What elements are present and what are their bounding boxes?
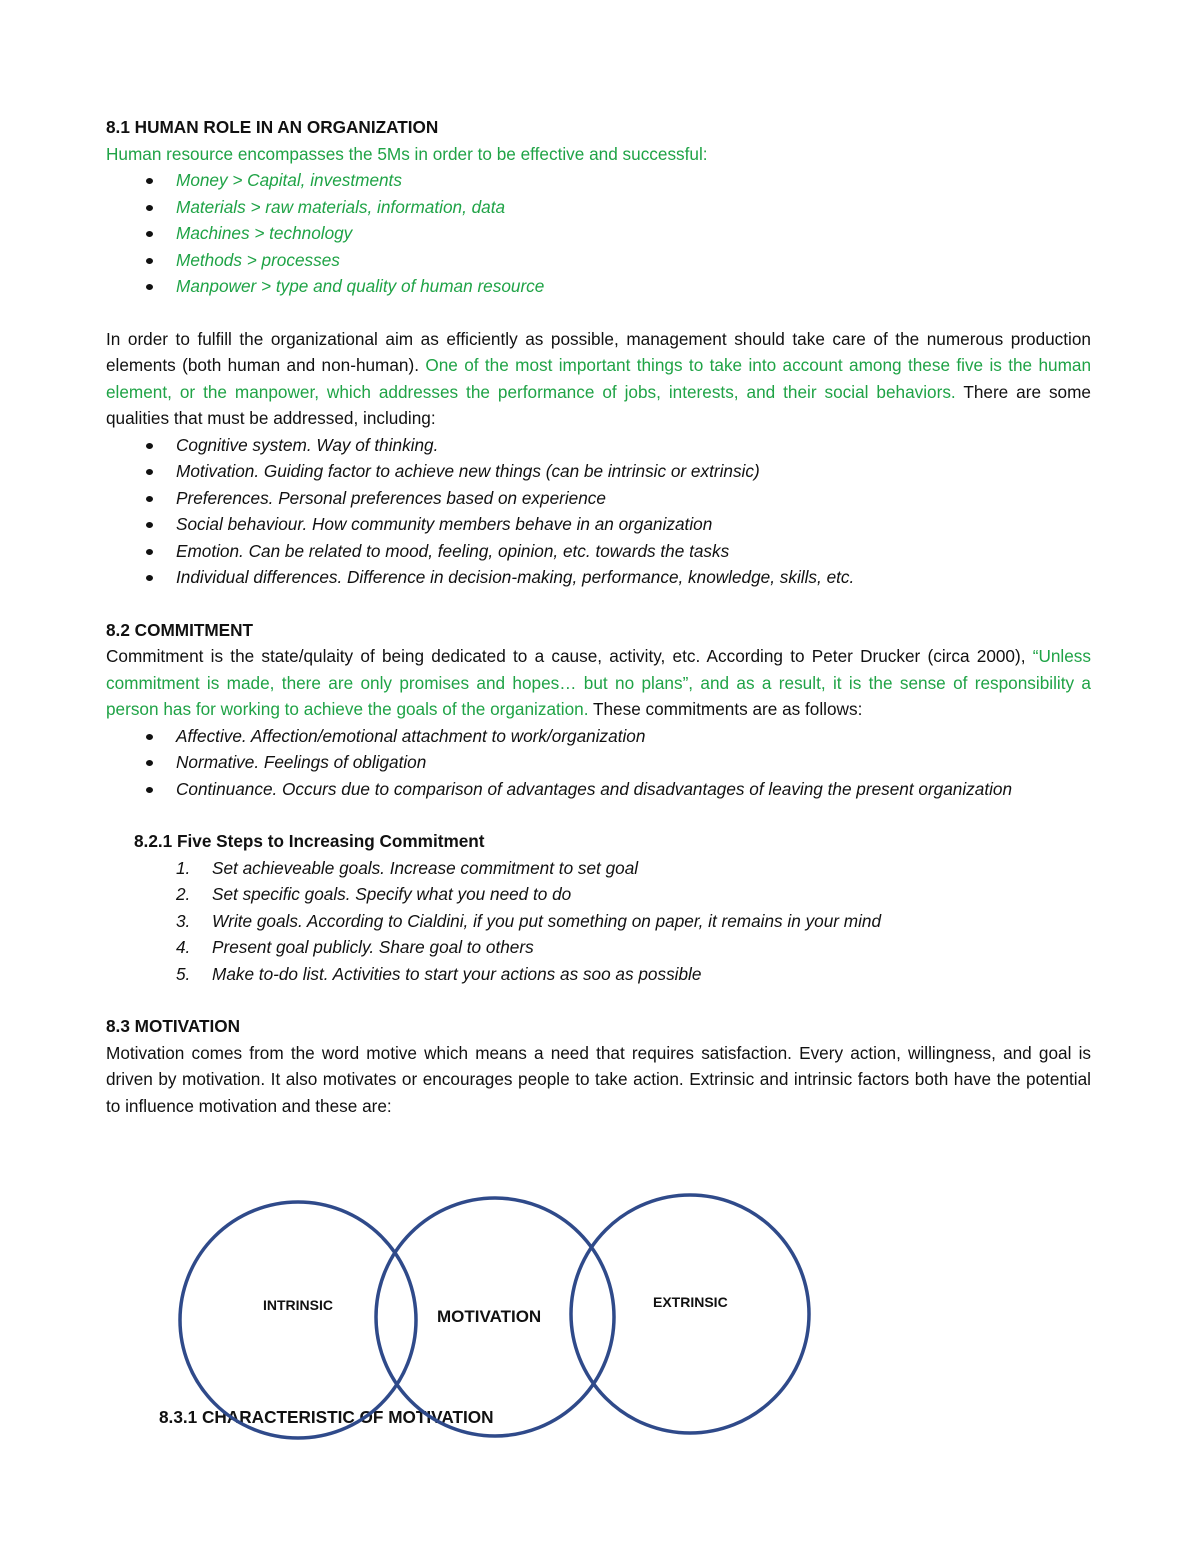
list-item: Money > Capital, investments — [106, 167, 1091, 194]
five-ms-intro: Human resource encompasses the 5Ms in order to be effective and successful: — [106, 143, 708, 164]
step-number: 4. — [176, 937, 191, 957]
step-text: Set specific goals. Specify what you need to do — [212, 884, 572, 904]
list-item: Continuance. Occurs due to comparison of advantages and disadvantages of leaving the present organization — [106, 776, 1091, 803]
list-item: Preferences. Personal preferences based on experience — [106, 485, 1091, 512]
step-number: 3. — [176, 910, 191, 931]
list-item: Cognitive system. Way of thinking. — [106, 432, 1091, 459]
extrinsic-circle — [571, 1195, 809, 1433]
motivation-label: MOTIVATION — [437, 1307, 542, 1326]
list-item: Normative. Feelings of obligation — [106, 749, 1091, 776]
paragraph-text: There are some qualities that must be addressed, including: — [106, 381, 1091, 428]
list-item: Motivation. Guiding factor to achieve new things (can be intrinsic or extrinsic) — [106, 458, 1091, 485]
highlighted-text: “Unless commitment is made, there are only promises and hopes… but no plans”, and as a result, it is the sense of responsibility a person has for working to achieve the goals of the organization. — [106, 646, 1091, 719]
section-heading-8-3: 8.3 MOTIVATION — [106, 1016, 241, 1036]
step-text: Write goals. According to Cialdini, if you put something on paper, it remains in your mind — [212, 910, 882, 931]
list-item: Emotion. Can be related to mood, feeling, opinion, etc. towards the tasks — [106, 538, 1091, 565]
motivation-paragraph: Motivation comes from the word motive which means a need that requires satisfaction. Every action, willingness, and goal is driven by motivation. It also motivates or encourages people to take action. Extrinsic and intrinsic factors both have the potential to influence motivation and these are: — [106, 1042, 1091, 1116]
section-heading-8-1: 8.1 HUMAN ROLE IN AN ORGANIZATION — [106, 117, 439, 137]
paragraph-text: In order to fulfill the organizational aim as efficiently as possible, management should take care of the numerous production elements (both human and non-human). — [106, 328, 1091, 375]
intrinsic-label: INTRINSIC — [263, 1297, 333, 1313]
step-number: 2. — [176, 884, 191, 904]
section-heading-8-3-1: 8.3.1 CHARACTERISTIC OF MOTIVATION — [159, 1407, 494, 1427]
step-number: 5. — [176, 963, 191, 984]
list-item: Methods > processes — [106, 247, 1091, 274]
subsection-heading-8-2-1: 8.2.1 Five Steps to Increasing Commitment — [134, 831, 485, 851]
paragraph-text: Commitment is the state/qulaity of being dedicated to a cause, activity, etc. According to Peter Drucker (circa 2000), — [106, 646, 1033, 666]
list-item: Machines > technology — [106, 220, 1091, 247]
section-heading-8-2: 8.2 COMMITMENT — [106, 619, 254, 640]
step-text: Make to-do list. Activities to start your actions as soo as possible — [212, 963, 702, 984]
extrinsic-label: EXTRINSIC — [653, 1294, 728, 1310]
list-item: Social behaviour. How community members behave in an organization — [106, 511, 1091, 538]
list-item: Materials > raw materials, information, data — [106, 194, 1091, 221]
step-text: Present goal publicly. Share goal to others — [212, 937, 534, 957]
list-item: Affective. Affection/emotional attachment to work/organization — [106, 723, 1091, 750]
step-number: 1. — [176, 857, 191, 878]
step-text: Set achieveable goals. Increase commitment to set goal — [212, 857, 639, 878]
intrinsic-circle — [180, 1202, 416, 1438]
list-item: Manpower > type and quality of human resource — [106, 273, 1091, 300]
highlighted-text: One of the most important things to take into account among these five is the human element, or the manpower, which addresses the performance of jobs, interests, and their social behaviors. — [106, 355, 1092, 402]
paragraph-text: These commitments are as follows: — [588, 699, 863, 719]
list-item: Individual differences. Difference in decision-making, performance, knowledge, skills, etc. — [106, 564, 1091, 591]
